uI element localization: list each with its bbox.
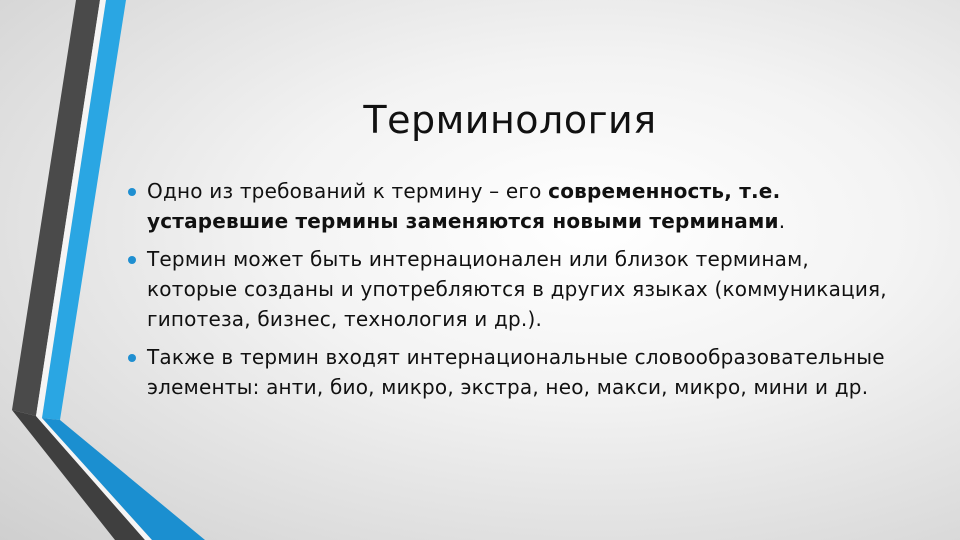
bullet-dot-icon bbox=[128, 256, 136, 264]
white-separator-diagonal bbox=[36, 416, 152, 540]
bullet-dot-icon bbox=[128, 188, 136, 196]
bullet-1-bold-text: современность, т.е. устаревшие термины заменяются новыми терминами bbox=[147, 179, 781, 233]
bullet-item-1 bbox=[128, 176, 898, 236]
bullet-item-2 bbox=[128, 244, 898, 334]
bullet-2-text: Термин может быть интернационален или близок терминам, которые созданы и употребляются в других языках (коммуникация, гипотеза, бизнес, технология и др.). bbox=[147, 247, 887, 331]
bullet-dot-icon bbox=[128, 354, 136, 362]
bullet-3-text: Также в термин входят интернациональные словообразовательные элементы: анти, био, микро, экстра, нео, макси, микро, мини и др. bbox=[147, 345, 885, 399]
bullet-list bbox=[128, 176, 898, 410]
slide-title: Терминология bbox=[363, 98, 657, 142]
bullet-1-regular-text: Одно из требований к термину – его bbox=[147, 179, 549, 203]
bullet-item-3 bbox=[128, 342, 898, 402]
bullet-1-tail-text: . bbox=[778, 209, 786, 233]
